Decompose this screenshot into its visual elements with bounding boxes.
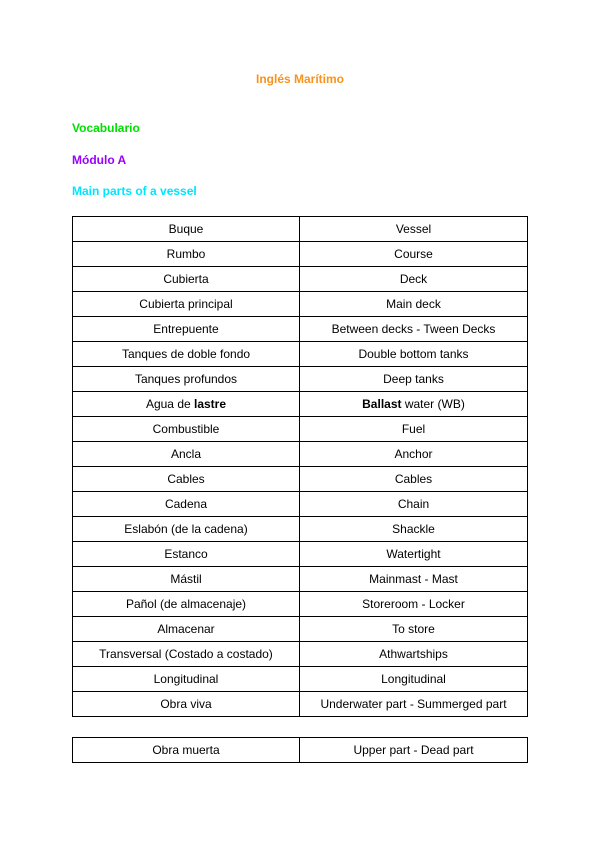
spanish-term: Tanques profundos [73, 367, 300, 392]
table-row [73, 317, 528, 342]
spanish-term: Combustible [73, 417, 300, 442]
spanish-term: Entrepuente [73, 317, 300, 342]
english-term: Shackle [300, 517, 528, 542]
spanish-term: Tanques de doble fondo [73, 342, 300, 367]
spanish-term: Buque [73, 217, 300, 242]
spanish-term: Cables [73, 467, 300, 492]
spanish-term: Eslabón (de la cadena) [73, 517, 300, 542]
table-row [73, 342, 528, 367]
table-row [73, 292, 528, 317]
english-term: Deep tanks [300, 367, 528, 392]
spanish-term: Agua de lastre [73, 392, 300, 417]
english-term: Deck [300, 267, 528, 292]
english-term: Storeroom - Locker [300, 592, 528, 617]
english-term: Cables [300, 467, 528, 492]
table-row [73, 592, 528, 617]
english-term: Fuel [300, 417, 528, 442]
english-term: Course [300, 242, 528, 267]
english-term: Between decks - Tween Decks [300, 317, 528, 342]
english-term: Upper part - Dead part [300, 738, 528, 763]
table-row [73, 617, 528, 642]
document-title: Inglés Marítimo [255, 72, 344, 86]
table-row [73, 467, 528, 492]
spanish-term: Transversal (Costado a costado) [73, 642, 300, 667]
table-row [73, 242, 528, 267]
english-term: Ballast water (WB) [300, 392, 528, 417]
table-row [73, 492, 528, 517]
module-heading: Módulo A [72, 153, 127, 167]
table-row [73, 667, 528, 692]
table-row [73, 392, 528, 417]
english-term: To store [300, 617, 528, 642]
english-term: Longitudinal [300, 667, 528, 692]
spanish-term: Almacenar [73, 617, 300, 642]
spanish-term: Estanco [73, 542, 300, 567]
english-term: Anchor [300, 442, 528, 467]
table-row [73, 692, 528, 717]
spanish-term: Cadena [73, 492, 300, 517]
table-row [73, 417, 528, 442]
table-row [73, 442, 528, 467]
table-row [73, 738, 528, 763]
spanish-term: Ancla [73, 442, 300, 467]
english-term: Chain [300, 492, 528, 517]
english-term: Underwater part - Summerged part [300, 692, 528, 717]
table-row [73, 367, 528, 392]
spanish-term: Obra muerta [73, 738, 300, 763]
english-term: Athwartships [300, 642, 528, 667]
spanish-term: Cubierta [73, 267, 300, 292]
table-row [73, 642, 528, 667]
spanish-term: Obra viva [73, 692, 300, 717]
section-heading: Main parts of a vessel [72, 184, 197, 198]
vocabulary-table-continued [72, 737, 528, 763]
table-row [73, 217, 528, 242]
spanish-term: Pañol (de almacenaje) [73, 592, 300, 617]
spanish-term: Mástil [73, 567, 300, 592]
table-row [73, 542, 528, 567]
english-term: Mainmast - Mast [300, 567, 528, 592]
english-term: Vessel [300, 217, 528, 242]
spanish-term: Longitudinal [73, 667, 300, 692]
vocabulary-table [72, 216, 528, 717]
table-row [73, 517, 528, 542]
spanish-term: Rumbo [73, 242, 300, 267]
spanish-term: Cubierta principal [73, 292, 300, 317]
vocabulario-heading: Vocabulario [72, 121, 140, 135]
english-term: Double bottom tanks [300, 342, 528, 367]
english-term: Main deck [300, 292, 528, 317]
english-term: Watertight [300, 542, 528, 567]
table-row [73, 567, 528, 592]
table-row [73, 267, 528, 292]
